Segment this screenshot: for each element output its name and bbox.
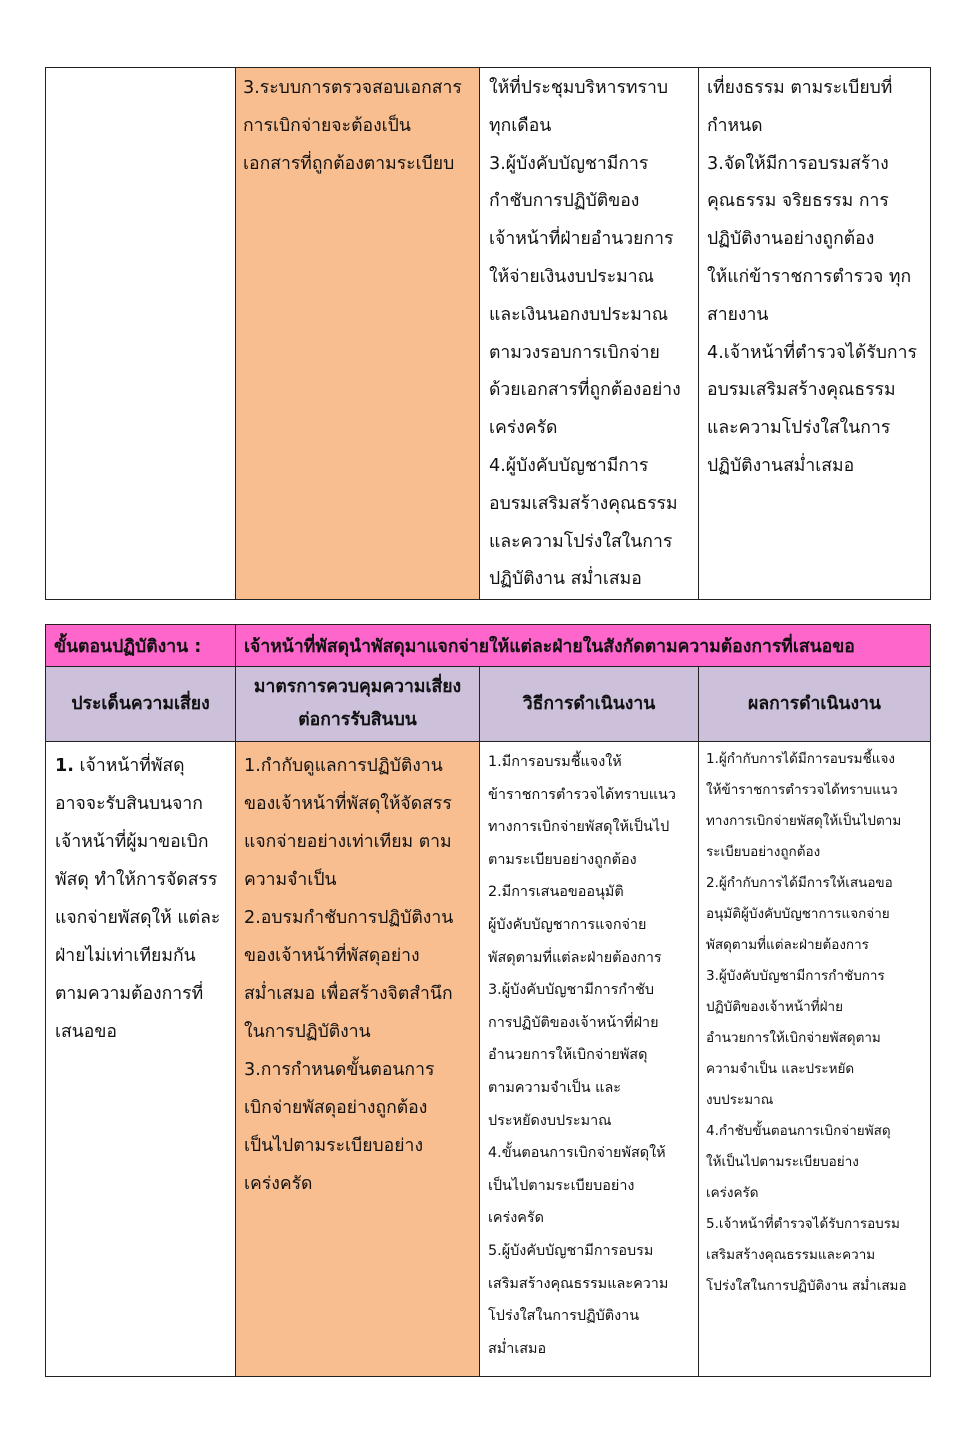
text-line: เสริมสร้างคุณธรรมและความ xyxy=(488,1275,669,1292)
text-line: ตามความจำเป็น และ xyxy=(488,1079,621,1096)
header-row xyxy=(46,667,931,742)
header-result: ผลการดำเนินงาน xyxy=(699,667,931,742)
text-line xyxy=(55,747,227,785)
text-line: และเงินนอกงบประมาณ xyxy=(489,304,669,325)
text-line: อนุมัติผู้บังคับบัญชาการแจกจ่าย xyxy=(706,906,890,922)
text-line: 4.กำชับขั้นตอนการเบิกจ่ายพัสดุ xyxy=(706,1123,891,1139)
text-line: แจกจ่ายพัสดุให้ แต่ละ xyxy=(55,908,221,928)
text-line: เอกสารที่ถูกต้องตามระเบียบ xyxy=(243,153,455,174)
text-line: เคร่งครัด xyxy=(706,1185,759,1201)
control-measure-cell xyxy=(236,68,480,600)
method-cell xyxy=(480,742,699,1377)
text-line: ทางการเบิกจ่ายพัสดุให้เป็นไป xyxy=(488,819,670,836)
text-line: เป็นไปตามระเบียบอย่าง xyxy=(244,1136,424,1156)
text-line: 2.มีการเสนอขออนุมัติ xyxy=(488,884,624,901)
result-cell xyxy=(699,68,931,600)
text-line: พัสดุตามที่แต่ละฝ่ายต้องการ xyxy=(706,937,869,953)
text-line: ความจำเป็น xyxy=(244,870,337,890)
text-line: อำนวยการให้เบิกจ่ายพัสดุ xyxy=(488,1047,648,1064)
risk-table xyxy=(45,624,931,1377)
text-line: สายงาน xyxy=(707,304,769,325)
header-control-line: มาตรการควบคุมความเสี่ยง xyxy=(253,677,462,697)
text-line: แจกจ่ายอย่างเท่าเทียม ตาม xyxy=(244,832,452,852)
text-line: 3.จัดให้มีการอบรมสร้าง xyxy=(707,153,889,174)
stage-label: ขั้นตอนปฏิบัติงาน : xyxy=(46,625,236,667)
text-line: เคร่งครัด xyxy=(489,418,558,439)
text-line: 5.ผู้บังคับบัญชามีการอบรม xyxy=(488,1242,654,1259)
text-line: ให้จ่ายเงินงบประมาณ xyxy=(489,266,654,287)
text-line: ให้ข้าราชการตำรวจได้ทราบแนว xyxy=(706,782,898,798)
text-line: กำหนด xyxy=(707,115,763,136)
text-line: ทางการเบิกจ่ายพัสดุให้เป็นไปตาม xyxy=(706,813,902,829)
text-line: งบประมาณ xyxy=(706,1092,774,1108)
text-line: ให้ที่ประชุมบริหารทราบ xyxy=(489,78,669,98)
text-line: ในการปฏิบัติงาน xyxy=(244,1022,371,1042)
text-line: เบิกจ่ายพัสดุอย่างถูกต้อง xyxy=(244,1098,428,1118)
stage-text: เจ้าหน้าที่พัสดุนำพัสดุมาแจกจ่ายให้แต่ละฝ่ายในสังกัดตามความต้องการที่เสนอขอ xyxy=(236,625,931,667)
text-line: ปฏิบัติของเจ้าหน้าที่ฝ่าย xyxy=(706,999,844,1015)
text-line: ระเบียบอย่างถูกต้อง xyxy=(706,844,821,860)
text-line: 4.ขั้นตอนการเบิกจ่ายพัสดุให้ xyxy=(488,1145,666,1162)
text-line: ความจำเป็น และประหยัด xyxy=(706,1061,855,1077)
stage-row xyxy=(46,625,931,667)
text-line: และความโปร่งใสในการ xyxy=(707,418,891,439)
text-line: ปฏิบัติงาน สม่ำเสมอ xyxy=(489,569,642,590)
text-line: ตามวงรอบการเบิกจ่าย xyxy=(489,342,660,363)
text-line: อำนวยการให้เบิกจ่ายพัสดุตาม xyxy=(706,1030,881,1046)
text-line: ให้แก่ข้าราชการตำรวจ ทุก xyxy=(707,266,912,287)
text-line: เสริมสร้างคุณธรรมและความ xyxy=(706,1247,876,1263)
risk-text: เจ้าหน้าที่พัสดุ xyxy=(73,756,185,776)
table-row xyxy=(46,68,931,600)
text-line: 1.กำกับดูแลการปฏิบัติงาน xyxy=(244,756,443,776)
text-line: เป็นไปตามระเบียบอย่าง xyxy=(488,1177,635,1194)
text-line: ตามความต้องการที่ xyxy=(55,984,204,1004)
text-line: ข้าราชการตำรวจได้ทราบแนว xyxy=(488,786,676,803)
text-line: 3.ระบบการตรวจสอบเอกสาร xyxy=(243,78,462,98)
text-line: 2.อบรมกำชับการปฏิบัติงาน xyxy=(244,908,454,928)
risk-cell-empty xyxy=(46,68,236,600)
text-line: เจ้าหน้าที่ฝ่ายอำนวยการ xyxy=(489,229,674,250)
text-line: สม่ำเสมอ xyxy=(488,1340,547,1357)
text-line: เสนอขอ xyxy=(55,1022,117,1042)
text-line: 3.ผู้บังคับบัญชามีการกำชับ xyxy=(488,982,655,999)
text-line: เคร่งครัด xyxy=(488,1210,545,1227)
text-line: พัสดุ ทำให้การจัดสรร xyxy=(55,870,218,890)
result-cell xyxy=(699,742,931,1377)
text-line: ผู้บังคับบัญชาการแจกจ่าย xyxy=(488,916,647,933)
text-line: เคร่งครัด xyxy=(244,1174,313,1194)
text-line: คุณธรรม จริยธรรม การ xyxy=(707,191,889,212)
text-line: สม่ำเสมอ เพื่อสร้างจิตสำนึก xyxy=(244,984,453,1004)
text-line: อบรมเสริมสร้างคุณธรรม xyxy=(489,493,678,514)
text-line: การปฏิบัติของเจ้าหน้าที่ฝ่าย xyxy=(488,1014,659,1031)
header-control-line: ต่อการรับสินบน xyxy=(298,710,417,730)
text-line: 4.ผู้บังคับบัญชามีการ xyxy=(489,455,649,476)
text-line: 3.ผู้บังคับบัญชามีการกำชับการ xyxy=(706,968,885,984)
text-line: 2.ผู้กำกับการได้มีการให้เสนอขอ xyxy=(706,875,893,891)
text-line: กำชับการปฏิบัติของ xyxy=(489,191,640,212)
text-line: และความโปร่งใสในการ xyxy=(489,531,673,552)
text-line: 4.เจ้าหน้าที่ตำรวจได้รับการ xyxy=(707,342,917,363)
text-line: ด้วยเอกสารที่ถูกต้องอย่าง xyxy=(489,380,681,401)
text-line: ตามระเบียบอย่างถูกต้อง xyxy=(488,851,637,868)
text-line: ของเจ้าหน้าที่พัสดุอย่าง xyxy=(244,946,420,966)
text-line: การเบิกจ่ายจะต้องเป็น xyxy=(243,115,411,136)
header-method: วิธีการดำเนินงาน xyxy=(480,667,699,742)
text-line: ทุกเดือน xyxy=(489,115,552,136)
text-line: ประหยัดงบประมาณ xyxy=(488,1112,612,1129)
control-measure-cell xyxy=(236,742,480,1377)
header-risk: ประเด็นความเสี่ยง xyxy=(46,667,236,742)
text-line: เที่ยงธรรม ตามระเบียบที่ xyxy=(707,78,893,98)
text-line: 3.การกำหนดขั้นตอนการ xyxy=(244,1060,435,1080)
text-line: พัสดุตามที่แต่ละฝ่ายต้องการ xyxy=(488,949,662,966)
text-line: 1.ผู้กำกับการได้มีการอบรมชี้แจง xyxy=(706,751,895,767)
header-control xyxy=(236,667,480,742)
text-line: เจ้าหน้าที่ผู้มาขอเบิก xyxy=(55,832,209,852)
text-line: ฝ่ายไม่เท่าเทียมกัน xyxy=(55,946,196,966)
text-line: อบรมเสริมสร้างคุณธรรม xyxy=(707,380,896,401)
text-line: 5.เจ้าหน้าที่ตำรวจได้รับการอบรม xyxy=(706,1216,900,1232)
text-line: ให้เป็นไปตามระเบียบอย่าง xyxy=(706,1154,859,1170)
text-line: ปฏิบัติงานสม่ำเสมอ xyxy=(707,455,855,476)
text-line: โปร่งใสในการปฏิบัติงาน xyxy=(488,1308,640,1325)
risk-cell xyxy=(46,742,236,1377)
risk-table-continuation xyxy=(45,67,931,600)
text-line: ปฏิบัติงานอย่างถูกต้อง xyxy=(707,229,875,250)
text-line: โปร่งใสในการปฏิบัติงาน สม่ำเสมอ xyxy=(706,1278,907,1294)
method-cell xyxy=(480,68,699,600)
text-line: อาจจะรับสินบนจาก xyxy=(55,794,203,814)
text-line: 3.ผู้บังคับบัญชามีการ xyxy=(489,153,649,174)
table-row xyxy=(46,742,931,1377)
risk-number: 1. xyxy=(55,756,74,776)
text-line: ของเจ้าหน้าที่พัสดุให้จัดสรร xyxy=(244,794,452,814)
text-line: 1.มีการอบรมชี้แจงให้ xyxy=(488,754,622,770)
